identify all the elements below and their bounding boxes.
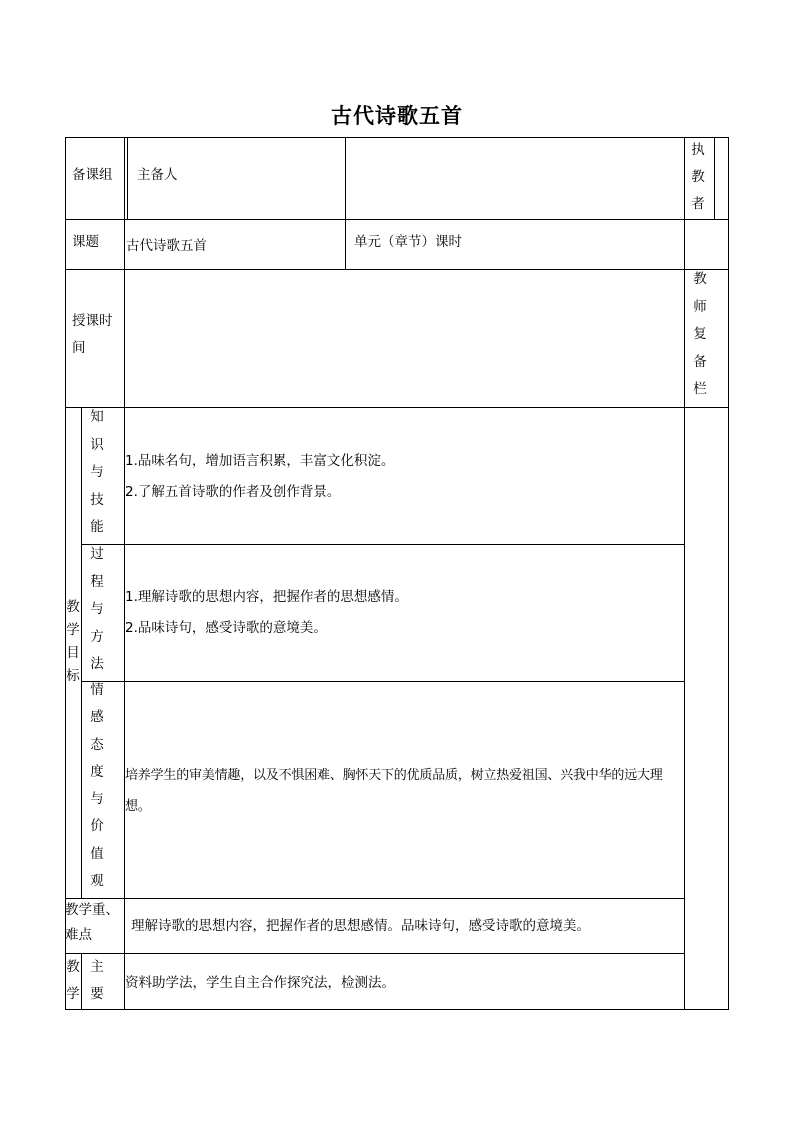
prep-group-label: 备课组 <box>72 167 113 183</box>
time-label: 授课时 <box>72 313 113 329</box>
executor-label: 执 教 者 <box>691 142 705 212</box>
topic-label: 课题 <box>72 234 99 250</box>
methods-content: 资料助学法，学生自主合作探究法，检测法。 <box>125 975 395 991</box>
lead-preparer-label: 主备人 <box>137 167 178 183</box>
column-divider <box>81 953 82 1010</box>
row-divider <box>81 681 684 682</box>
column-divider <box>127 137 128 219</box>
column-divider <box>124 137 125 219</box>
row-divider <box>65 269 728 270</box>
row-divider <box>65 407 728 408</box>
column-divider <box>684 137 685 1010</box>
page-title: 古代诗歌五首 <box>331 103 463 128</box>
row-divider <box>65 219 728 220</box>
table-border-left <box>65 137 66 1010</box>
review-column-label: 教 师 复 备 栏 <box>693 271 707 397</box>
knowledge-label: 知 识 与 技 能 <box>90 409 104 535</box>
row-divider <box>65 898 684 899</box>
keypoints-content: 理解诗歌的思想内容，把握作者的思想感情。品味诗句，感受诗歌的意境美。 <box>131 918 590 934</box>
emotion-label: 情 感 态 度 与 价 值 观 <box>90 682 104 890</box>
column-divider <box>124 219 125 408</box>
process-content: 1.理解诗歌的思想内容，把握作者的思想感情。 2.品味诗句，感受诗歌的意境美。 <box>125 589 408 636</box>
objectives-label: 教 学 目 标 <box>66 599 80 684</box>
emotion-content: 培养学生的审美情趣，以及不惧困难、胸怀天下的优质品质，树立热爱祖国、兴我中华的远大理想。 <box>125 768 663 814</box>
process-label: 过 程 与 方 法 <box>90 546 104 672</box>
unit-label: 单元（章节）课时 <box>354 234 462 250</box>
methods-label-a: 教 学 <box>66 959 80 1002</box>
topic-value: 古代诗歌五首 <box>126 238 207 254</box>
methods-label-b: 主 要 <box>90 959 104 1002</box>
table-border-right <box>728 137 729 1010</box>
keypoints-label: 教学重、 <box>65 902 119 918</box>
row-divider <box>65 953 684 954</box>
knowledge-content: 1.品味名句，增加语言积累，丰富文化积淀。 2.了解五首诗歌的作者及创作背景。 <box>125 453 395 500</box>
row-divider <box>81 544 684 545</box>
keypoints-label-cont: 难点 <box>65 927 92 943</box>
time-label-cont: 间 <box>72 340 86 356</box>
table-border-bottom <box>65 1009 728 1010</box>
column-divider <box>81 407 82 899</box>
table-border-top <box>65 137 728 138</box>
column-divider <box>714 137 715 219</box>
column-divider <box>345 137 346 270</box>
